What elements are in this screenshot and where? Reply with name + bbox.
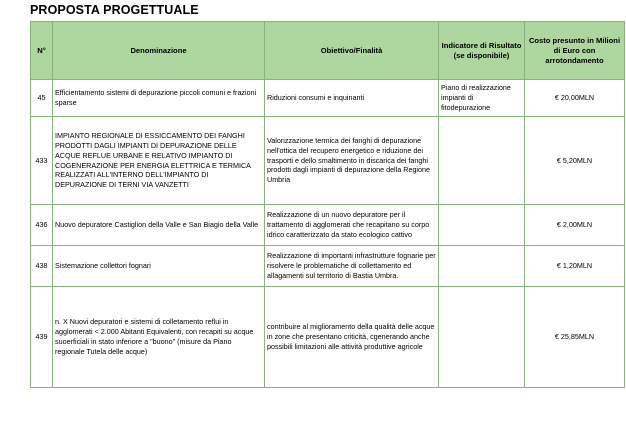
cell-indicatore bbox=[439, 205, 525, 246]
cell-obiettivo: Riduzioni consumi e inquinanti bbox=[265, 80, 439, 117]
cell-obiettivo: contribuire al miglioramento della qualità delle acque in zone che presentano criticità, cgenerando anche possibili limitazioni alle attività produttive agricole bbox=[265, 287, 439, 388]
table-row bbox=[31, 287, 625, 388]
cell-num: 439 bbox=[31, 287, 53, 388]
section-title: PROPOSTA PROGETTUALE bbox=[30, 3, 199, 17]
cell-obiettivo: Realizzazione di importanti infrastrutture fognarie per risolvere le problematiche di collettamento ed allagamenti sul territorio di Bastia Umbra. bbox=[265, 246, 439, 287]
table-header-row bbox=[31, 22, 625, 80]
cell-indicatore: Piano di realizzazione impianti di fitodepurazione bbox=[439, 80, 525, 117]
header-denominazione: Denominazione bbox=[53, 22, 265, 80]
cell-costo: € 25,85MLN bbox=[525, 287, 625, 388]
cell-denominazione: Nuovo depuratore Castiglion della Valle e San Biagio della Valle bbox=[53, 205, 265, 246]
project-table bbox=[30, 21, 625, 388]
cell-costo: € 2,00MLN bbox=[525, 205, 625, 246]
header-obiettivo: Obiettivo/Finalità bbox=[265, 22, 439, 80]
cell-denominazione: Sistemazione collettori fognari bbox=[53, 246, 265, 287]
cell-obiettivo: Valorizzazione termica dei fanghi di depurazione nell'ottica del recupero energetico e riduzione dei trasporti e dello smaltimento in discarica dei fanghi prodotti dagli impianti di depurazione della Regione Umbria bbox=[265, 117, 439, 205]
cell-indicatore bbox=[439, 246, 525, 287]
cell-denominazione: Efficientamento sistemi di depurazione piccoli comuni e frazioni sparse bbox=[53, 80, 265, 117]
header-costo: Costo presunto in Milioni di Euro con arrotondamento bbox=[525, 22, 625, 80]
cell-denominazione: n. X Nuovi depuratori e sistemi di colletamento reflui in agglomerati < 2.000 Abitanti Equivalenti, con recapiti su acque suoerficiali in stato inferiore a "buono" (misure da Piano regionale Tutela delle acque) bbox=[53, 287, 265, 388]
cell-indicatore bbox=[439, 287, 525, 388]
table-row bbox=[31, 246, 625, 287]
cell-costo: € 20,00MLN bbox=[525, 80, 625, 117]
cell-num: 436 bbox=[31, 205, 53, 246]
table-row bbox=[31, 205, 625, 246]
table-row bbox=[31, 117, 625, 205]
cell-num: 438 bbox=[31, 246, 53, 287]
cell-num: 433 bbox=[31, 117, 53, 205]
cell-obiettivo: Realizzazione di un nuovo depuratore per il trattamento di agglomerati che recapitano su corpo idrico caratterizzato da stato ecologico cattivo bbox=[265, 205, 439, 246]
cell-costo: € 5,20MLN bbox=[525, 117, 625, 205]
cell-num: 45 bbox=[31, 80, 53, 117]
cell-denominazione: IMPIANTO REGIONALE DI ESSICCAMENTO DEI FANGHI PRODOTTI DAGLI IMPIANTI DI DEPURAZIONE DELLE ACQUE REFLUE URBANE E RELATIVO IMPIANTO DI COGENERAZIONE PER ENERGIA ELETTRICA E TERMICA REALIZZATI ALL'INTERNO DELL'IMPIANTO DI DEPURAZIONE DI TERNI VIA VANZETTI bbox=[53, 117, 265, 205]
cell-indicatore bbox=[439, 117, 525, 205]
header-num: N° bbox=[31, 22, 53, 80]
cell-costo: € 1,20MLN bbox=[525, 246, 625, 287]
header-indicatore: Indicatore di Risultato (se disponibile) bbox=[439, 22, 525, 80]
table-row bbox=[31, 80, 625, 117]
